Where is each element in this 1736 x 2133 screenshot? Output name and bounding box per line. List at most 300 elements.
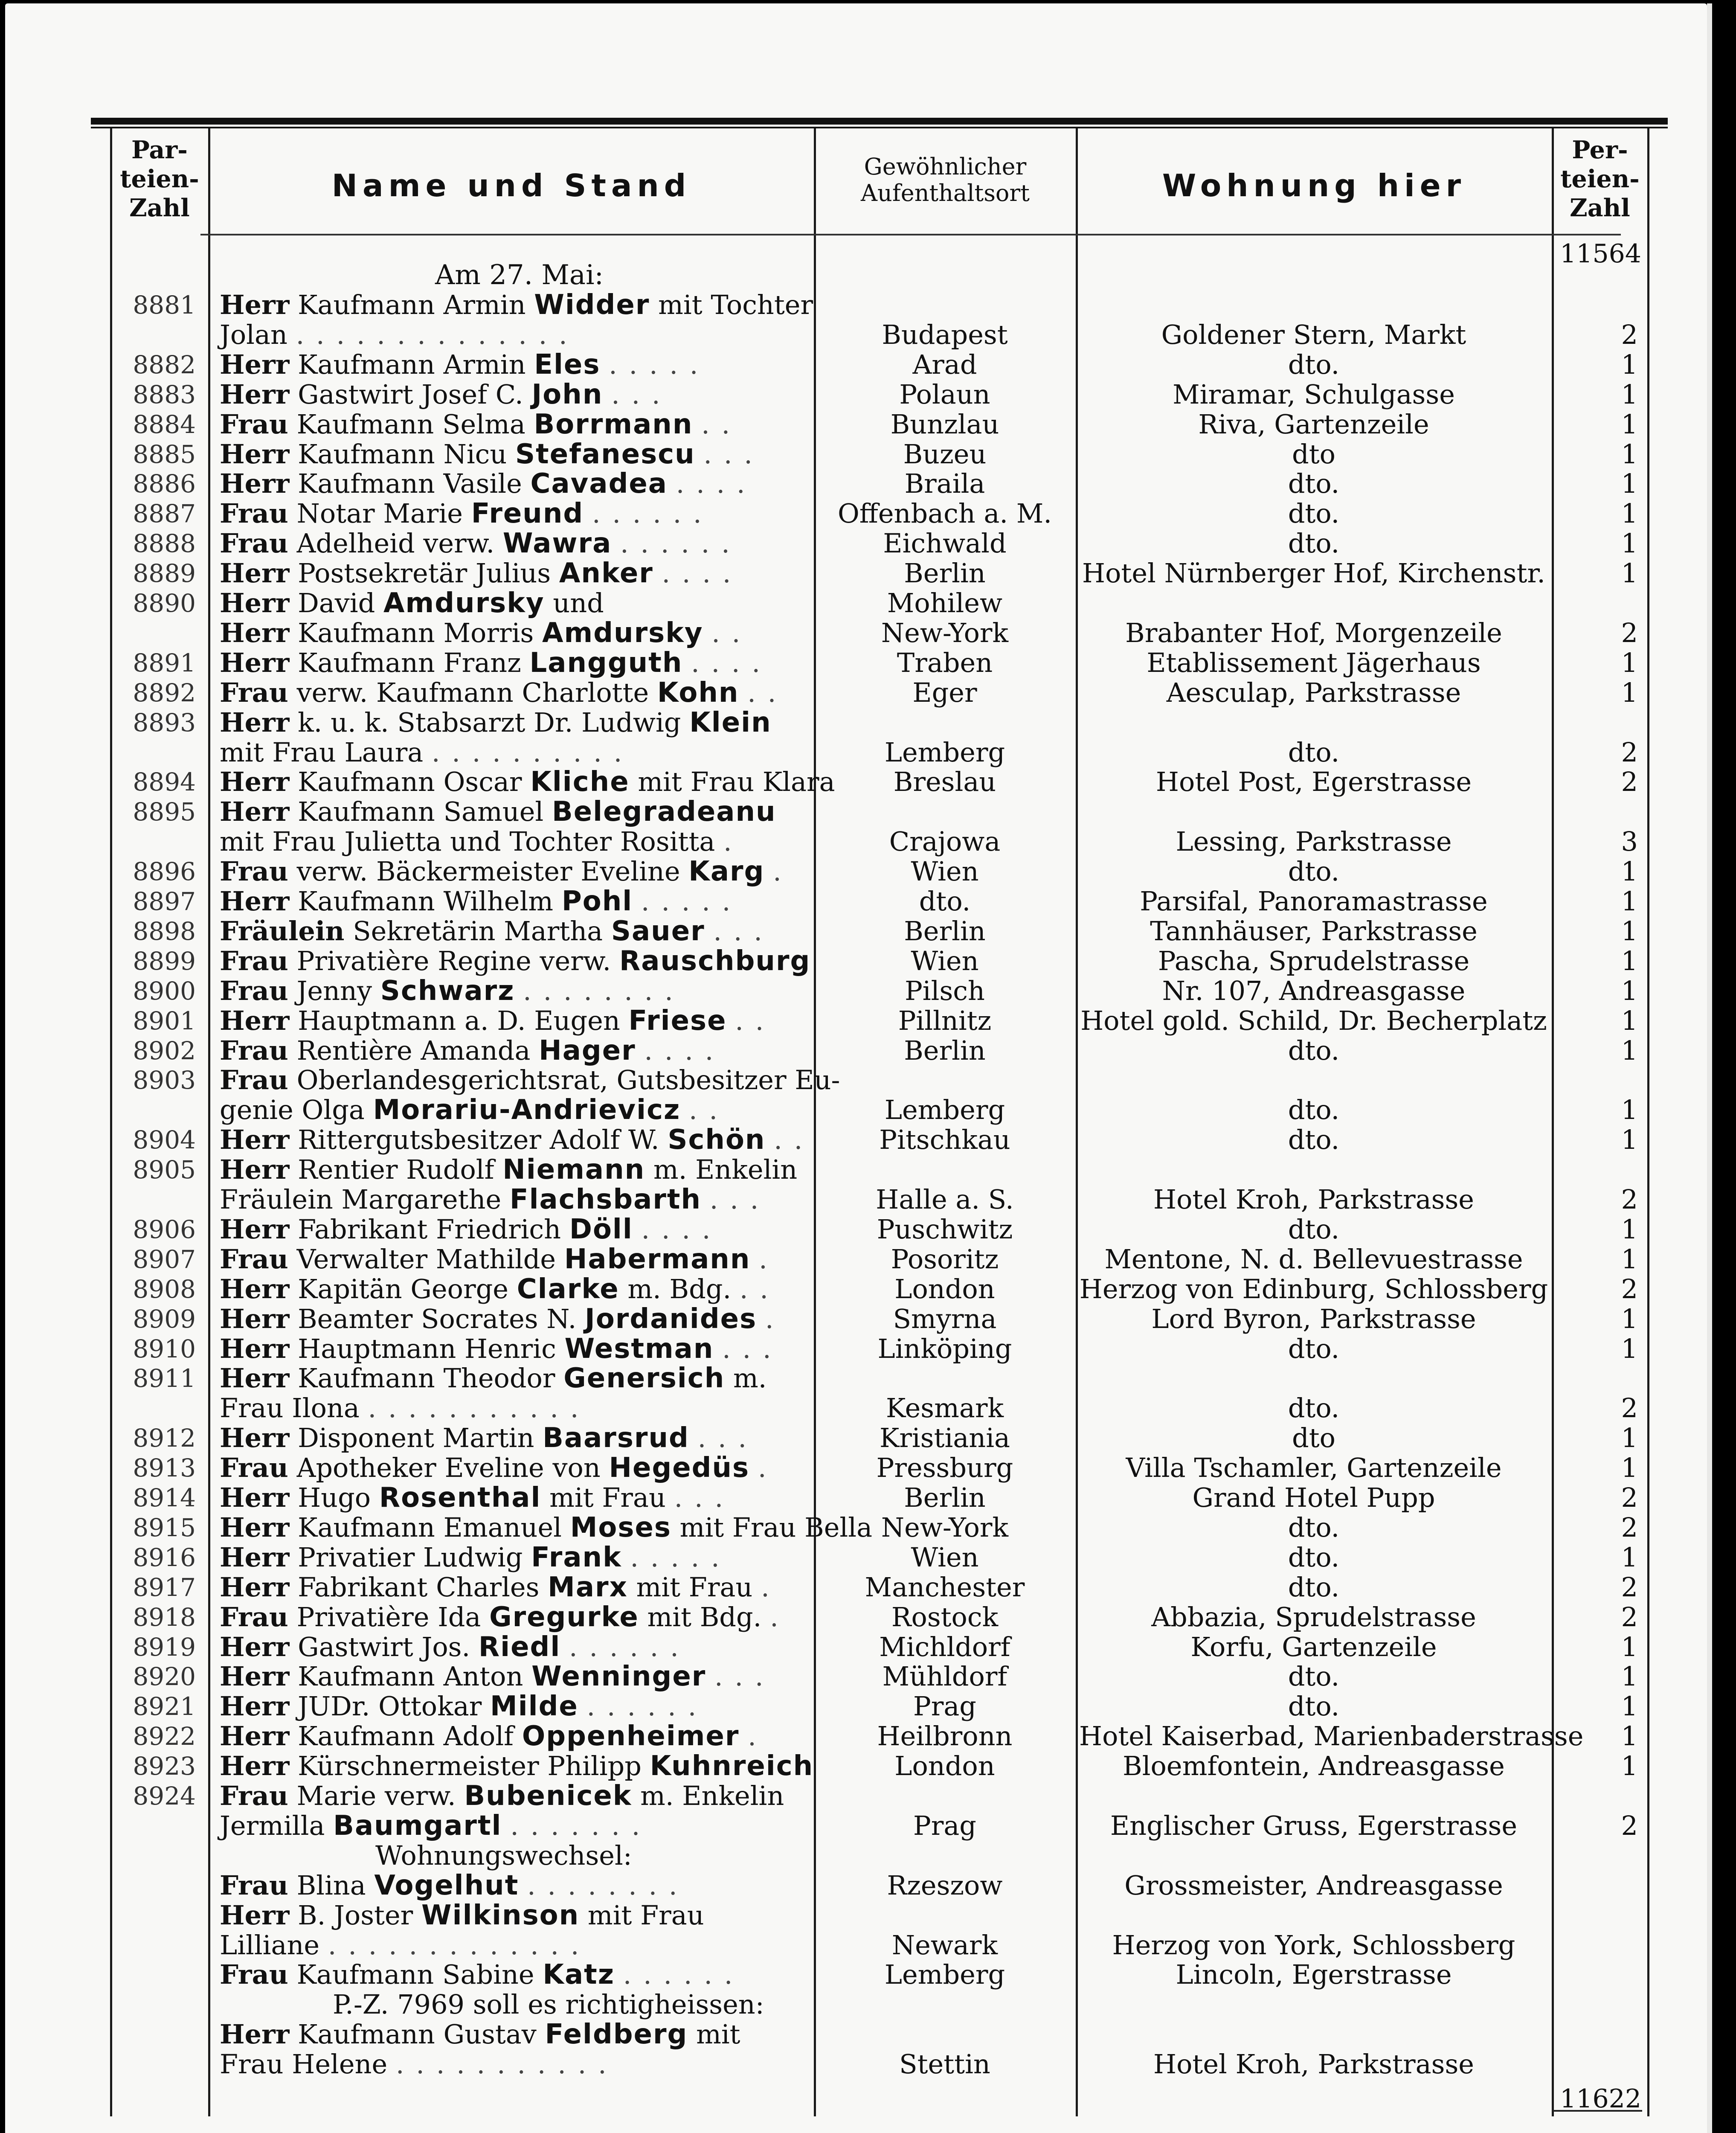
entry-residence <box>1079 290 1548 320</box>
entry-origin <box>815 1781 1075 1811</box>
entry-title: Herr <box>220 587 290 619</box>
entry-count: 1 <box>1621 1303 1638 1334</box>
entry-surname: Eles <box>534 349 601 381</box>
entry-name <box>220 1274 800 1304</box>
table-row <box>0 1691 1736 1721</box>
entry-text: m. Enkelin <box>640 1780 784 1811</box>
leader-dots: . <box>765 1303 775 1334</box>
entry-residence: Abbazia, Sprudelstrasse <box>1151 1601 1476 1633</box>
entry-name <box>220 1363 800 1393</box>
entry-residence: dto <box>1292 1422 1335 1453</box>
leader-dots: . . . . . <box>630 1542 721 1573</box>
leader-dots: . . . . . . <box>623 1959 734 1990</box>
entry-residence: Lessing, Parkstrasse <box>1176 826 1452 857</box>
entry-number: 8908 <box>133 1275 196 1304</box>
entry-origin: Offenbach a. M. <box>837 498 1052 529</box>
entry-title: Herr <box>220 1273 290 1305</box>
table-row <box>0 738 1736 767</box>
entry-name <box>220 439 800 469</box>
entry-count: 2 <box>1621 1512 1638 1543</box>
leader-dots: . . . . . . . . . . . <box>395 2049 608 2080</box>
entry-origin <box>815 290 1075 320</box>
entry-text: Sekretärin Martha <box>353 915 603 947</box>
entry-text: Oberlandesgerichtsrat, Gutsbesitzer Eu- <box>296 1064 840 1096</box>
table-row <box>0 1513 1736 1543</box>
entry-name <box>220 1036 800 1066</box>
entry-count <box>1557 1930 1638 1960</box>
entry-surname: Friese <box>628 1005 727 1037</box>
entry-surname: Baumgartl <box>333 1810 502 1842</box>
change-row <box>0 1930 1736 1960</box>
entry-surname: Klein <box>689 707 772 738</box>
entry-name <box>220 678 800 708</box>
entry-text: Kaufmann Nicu <box>298 439 507 470</box>
entry-residence <box>1079 1155 1548 1185</box>
entry-count: 3 <box>1621 826 1638 857</box>
entry-origin: Stettin <box>899 2049 990 2080</box>
entry-number: 8916 <box>133 1543 196 1572</box>
entry-text: mit Frau <box>636 1572 753 1603</box>
table-row <box>0 916 1736 946</box>
correction-row <box>0 2049 1736 2079</box>
entry-name <box>220 1602 800 1632</box>
entry-surname: Schwarz <box>380 975 515 1007</box>
entry-name <box>220 797 800 827</box>
entry-residence: Mentone, N. d. Bellevuestrasse <box>1104 1244 1523 1275</box>
entry-surname: Feldberg <box>545 2019 688 2050</box>
entry-residence: Tannhäuser, Parkstrasse <box>1150 915 1478 947</box>
table-row <box>0 708 1736 738</box>
entry-number: 8898 <box>133 917 196 946</box>
leader-dots: . . <box>739 1273 770 1305</box>
entry-origin: Pilsch <box>905 975 985 1006</box>
entry-residence: dto. <box>1288 1392 1340 1424</box>
entry-residence: dto <box>1292 439 1335 470</box>
entry-text: Jolan <box>220 319 287 350</box>
entry-origin: Prag <box>913 1691 976 1722</box>
entry-number: 8900 <box>133 976 196 1005</box>
entry-residence: Englischer Gruss, Egerstrasse <box>1110 1810 1518 1841</box>
entry-residence: dto. <box>1288 1333 1340 1364</box>
entry-name <box>220 1930 800 1960</box>
entry-text: Postsekretär Julius <box>298 558 551 589</box>
entry-count: 1 <box>1621 886 1638 917</box>
entry-title: Herr <box>220 1512 290 1543</box>
entry-text: Kaufmann Samuel <box>298 796 544 827</box>
entry-count: 1 <box>1621 349 1638 380</box>
entry-name <box>220 1543 800 1572</box>
entry-title: Frau <box>220 975 288 1006</box>
table-row <box>0 1572 1736 1602</box>
entry-origin: Berlin <box>904 915 986 947</box>
entry-title: Frau <box>220 856 288 887</box>
entry-text: Rentière Amanda <box>296 1035 531 1066</box>
entry-title: Frau <box>220 409 288 440</box>
leader-dots: . . . . . . <box>592 498 703 529</box>
entry-surname: Borrmann <box>534 409 693 440</box>
table-row <box>0 350 1736 380</box>
entry-name <box>220 469 800 499</box>
table-row <box>0 827 1736 857</box>
entry-title: Herr <box>220 1333 290 1364</box>
entry-surname: Hager <box>539 1035 636 1066</box>
entry-residence: Hotel Post, Egerstrasse <box>1155 766 1472 797</box>
entry-text: verw. Kaufmann Charlotte <box>296 677 649 708</box>
entry-name <box>220 766 835 798</box>
entry-origin <box>815 2020 1075 2049</box>
entry-text: Marie verw. <box>296 1780 456 1811</box>
entry-number: 8906 <box>133 1215 196 1244</box>
entry-name <box>220 2049 800 2079</box>
entry-surname: Kuhnreich <box>650 1750 814 1782</box>
table-row <box>0 976 1736 1006</box>
entry-origin: Kristiania <box>879 1422 1010 1453</box>
entry-text: JUDr. Ottokar <box>298 1691 482 1722</box>
residence-header: Wohnung hier <box>1162 168 1466 203</box>
entry-count: 1 <box>1621 409 1638 440</box>
entry-name <box>220 1064 840 1096</box>
carry-in-total: 11564 <box>1560 239 1641 269</box>
entry-residence: Lord Byron, Parkstrasse <box>1151 1303 1476 1334</box>
entry-text: mit Bdg. <box>647 1601 762 1633</box>
entry-origin: Berlin <box>904 1482 986 1513</box>
entry-number: 8920 <box>133 1662 196 1691</box>
top-rule-thin <box>91 127 1668 128</box>
entry-surname: Cavadea <box>530 468 668 500</box>
entry-name <box>220 1124 804 1156</box>
leader-dots: . . . . . <box>641 886 732 917</box>
table-row <box>0 946 1736 976</box>
entry-origin: London <box>894 1273 995 1305</box>
entry-title: Herr <box>220 558 290 589</box>
entry-name <box>220 1006 800 1036</box>
entry-name <box>220 945 811 977</box>
entry-title: Frau <box>220 1601 288 1633</box>
entry-residence <box>1079 1901 1548 1930</box>
entry-number: 8886 <box>133 469 196 498</box>
entry-count: 1 <box>1621 975 1638 1006</box>
entry-residence <box>1079 1781 1548 1811</box>
entry-text: B. Joster <box>298 1900 413 1931</box>
entry-count: 2 <box>1621 737 1638 768</box>
entry-title: Herr <box>220 349 290 380</box>
entry-title: Frau <box>220 528 288 559</box>
entry-origin: Traben <box>897 647 993 678</box>
entry-number: 8914 <box>133 1483 196 1512</box>
leader-dots: . . . <box>714 1661 765 1692</box>
entry-count: 2 <box>1621 1184 1638 1215</box>
leader-dots: . . . <box>722 1333 773 1364</box>
entry-origin <box>815 797 1075 827</box>
entry-count: 2 <box>1621 1273 1638 1305</box>
entry-text: Fabrikant Charles <box>298 1572 540 1603</box>
leader-dots: . . <box>688 1094 720 1125</box>
table-row <box>0 618 1736 648</box>
entry-residence: Herzog von York, Schlossberg <box>1112 1930 1515 1961</box>
entry-text: mit Tochter <box>658 289 813 320</box>
entry-text: Hauptmann a. D. Eugen <box>298 1005 620 1036</box>
entry-origin: Eger <box>912 677 977 708</box>
entry-name <box>220 1811 800 1841</box>
entry-number <box>102 618 198 648</box>
entry-text: Adelheid verw. <box>296 528 495 559</box>
entry-surname: Wawra <box>502 528 612 559</box>
entry-origin: dto. <box>919 886 971 917</box>
entry-name <box>220 827 800 857</box>
date-heading: Am 27. Mai: <box>435 259 604 291</box>
entry-number: 8896 <box>133 857 196 886</box>
entry-name <box>220 289 813 321</box>
entry-count: 1 <box>1621 558 1638 589</box>
leader-dots: . <box>758 1452 768 1483</box>
entry-text: Kaufmann Armin <box>298 349 526 380</box>
leader-dots: . . . . <box>644 1035 715 1066</box>
entry-number: 8918 <box>133 1603 196 1632</box>
entry-count: 2 <box>1621 1392 1638 1424</box>
entry-number: 8902 <box>133 1036 196 1065</box>
entry-origin: Halle a. S. <box>876 1184 1014 1215</box>
leader-dots: . . . <box>703 439 754 470</box>
entry-text: mit Frau Bella <box>679 1512 873 1543</box>
entry-count: 1 <box>1621 1691 1638 1722</box>
table-row <box>0 1721 1736 1751</box>
entry-surname: John <box>531 379 603 410</box>
leader-dots: . . . . . . . . . . . <box>368 1392 581 1424</box>
entry-surname: Katz <box>543 1959 615 1991</box>
table-row <box>0 648 1736 678</box>
entry-origin: Arad <box>912 349 977 380</box>
entry-origin <box>815 1155 1075 1185</box>
entry-name <box>220 380 800 410</box>
entry-name <box>220 1185 800 1215</box>
entry-surname: Anker <box>559 558 653 589</box>
entry-name <box>220 857 800 886</box>
entry-count: 1 <box>1621 647 1638 678</box>
entry-text: Notar Marie <box>296 498 463 529</box>
entry-name <box>220 738 800 767</box>
leader-dots: . . . <box>674 1482 725 1513</box>
entry-residence: dto. <box>1288 856 1340 887</box>
entry-number: 8889 <box>133 559 196 588</box>
entry-text: m. Enkelin <box>653 1154 798 1185</box>
entry-origin: Linköping <box>877 1333 1012 1364</box>
entry-number: 8897 <box>133 887 196 916</box>
entry-surname: Frank <box>531 1542 622 1573</box>
entry-text: mit Frau <box>549 1482 666 1513</box>
entry-title: Herr <box>220 1661 290 1692</box>
entry-text: Kaufmann Gustav <box>298 2019 537 2050</box>
entry-number: 8883 <box>133 380 196 409</box>
entry-text: m. <box>733 1363 767 1394</box>
entry-number: 8888 <box>133 529 196 558</box>
entry-title: Herr <box>220 468 290 499</box>
entry-residence <box>1079 2020 1548 2049</box>
entry-title: Herr <box>220 439 290 470</box>
table-row <box>0 797 1736 827</box>
entry-number: 8903 <box>133 1066 196 1095</box>
entry-surname: Rosenthal <box>379 1482 541 1514</box>
entry-title: Frau <box>220 1452 288 1483</box>
entry-name <box>220 2020 800 2049</box>
entry-residence: Nr. 107, Andreasgasse <box>1162 975 1466 1006</box>
entry-name <box>220 1721 800 1751</box>
entry-origin: Prag <box>913 1810 976 1841</box>
leader-dots: . . . . . . <box>586 1691 698 1722</box>
entry-number: 8910 <box>133 1334 196 1363</box>
top-rule <box>91 118 1668 125</box>
entry-name <box>220 1304 800 1334</box>
table-row <box>0 678 1736 708</box>
entry-count: 1 <box>1621 677 1638 708</box>
entry-origin: Polaun <box>899 379 990 410</box>
entry-origin: Lemberg <box>884 737 1005 768</box>
entry-residence: Korfu, Gartenzeile <box>1190 1631 1437 1662</box>
entry-text: Kaufmann Wilhelm <box>298 886 554 917</box>
entry-origin: Buzeu <box>903 439 987 470</box>
entry-name <box>220 1244 800 1274</box>
entry-origin: Mohilew <box>887 587 1003 619</box>
entry-origin: Lemberg <box>884 1094 1005 1125</box>
entry-residence: Pascha, Sprudelstrasse <box>1158 945 1470 976</box>
entry-surname: Widder <box>534 289 650 321</box>
entry-title: Herr <box>220 647 290 678</box>
leader-dots: . . . <box>697 1422 749 1453</box>
entry-count: 1 <box>1621 439 1638 470</box>
table-row <box>0 588 1736 618</box>
entry-count: 1 <box>1621 1661 1638 1692</box>
entry-number: 8911 <box>133 1364 196 1393</box>
entry-title: Herr <box>220 1303 290 1334</box>
entry-residence <box>1079 1065 1548 1095</box>
leader-dots: . <box>723 826 734 857</box>
entry-count: 1 <box>1621 915 1638 947</box>
entry-name <box>220 1334 800 1364</box>
entry-text: mit Frau Laura <box>220 737 424 768</box>
table-row <box>0 1543 1736 1572</box>
leader-dots: . . <box>711 617 742 648</box>
entry-title: Frau <box>220 1244 288 1275</box>
change-row <box>0 1901 1736 1930</box>
entry-surname: Baarsrud <box>543 1422 689 1454</box>
entry-residence: Lincoln, Egerstrasse <box>1176 1959 1452 1990</box>
entry-number <box>102 1393 198 1423</box>
entry-surname: Langguth <box>529 647 683 679</box>
entry-number <box>102 738 198 767</box>
table-row <box>0 1065 1736 1095</box>
entry-text: Gastwirt Jos. <box>298 1631 470 1662</box>
entry-count <box>1557 1065 1638 1095</box>
entry-residence: Parsifal, Panoramastrasse <box>1140 886 1488 917</box>
entry-name <box>220 916 800 946</box>
leader-dots: . . <box>701 409 732 440</box>
leader-dots: . . . . . . . . . . <box>431 737 624 768</box>
entry-origin <box>815 1901 1075 1930</box>
entry-origin: Rzeszow <box>887 1870 1003 1901</box>
entry-number: 8881 <box>133 291 196 320</box>
entry-origin: Budapest <box>882 319 1008 350</box>
entry-name <box>220 529 800 558</box>
entry-number: 8894 <box>133 767 196 796</box>
entry-origin <box>815 708 1075 738</box>
entry-number: 8887 <box>133 499 196 528</box>
entry-title: Herr <box>220 707 290 738</box>
leader-dots: . <box>770 1601 780 1633</box>
entry-title: Frau <box>220 1035 288 1066</box>
entry-surname: Stefanescu <box>515 439 695 470</box>
leader-dots: . . . . . . . . <box>523 975 675 1006</box>
entry-name <box>220 886 800 916</box>
entry-name <box>220 618 800 648</box>
entry-title: Herr <box>220 1691 290 1722</box>
entry-title: Frau <box>220 945 288 976</box>
entry-count <box>1557 588 1638 618</box>
entry-text: Gastwirt Josef C. <box>298 379 523 410</box>
correction-row <box>0 2020 1736 2049</box>
entry-name <box>220 1632 800 1662</box>
entry-text: Kaufmann Selma <box>296 409 525 440</box>
entry-number <box>102 827 198 857</box>
entry-origin <box>815 1065 1075 1095</box>
table-row <box>0 529 1736 558</box>
table-row <box>0 857 1736 886</box>
entry-count: 1 <box>1621 1124 1638 1155</box>
entry-text: Apotheker Eveline von <box>296 1452 601 1483</box>
entry-residence: dto. <box>1288 1512 1340 1543</box>
entry-count <box>1557 1960 1638 1990</box>
entry-number: 8923 <box>133 1752 196 1781</box>
entry-origin: Wien <box>911 945 979 976</box>
entry-surname: Jordanides <box>585 1303 757 1335</box>
leader-dots: . <box>761 1572 771 1603</box>
table-row <box>0 1334 1736 1364</box>
entry-name <box>220 1901 800 1930</box>
entry-residence <box>1079 708 1548 738</box>
leader-dots: . . . . . . . . <box>527 1870 679 1901</box>
entry-residence: dto. <box>1288 528 1340 559</box>
change-row <box>0 1960 1736 1990</box>
table-row <box>0 767 1736 797</box>
entry-count: 1 <box>1621 1244 1638 1275</box>
entry-count: 1 <box>1621 1750 1638 1781</box>
entry-title: Herr <box>220 1900 290 1931</box>
table-row <box>0 1632 1736 1662</box>
entry-count <box>1557 1155 1638 1185</box>
entry-text: Kaufmann Adolf <box>298 1720 514 1752</box>
entry-count: 2 <box>1621 1482 1638 1513</box>
entry-residence: dto. <box>1288 468 1340 499</box>
name-header: Name und Stand <box>331 168 691 203</box>
entry-text: Kaufmann Theodor <box>298 1363 555 1394</box>
entry-origin: Berlin <box>904 1035 986 1066</box>
entry-name <box>220 1393 800 1423</box>
entry-residence: dto. <box>1288 1094 1340 1125</box>
entry-count: 2 <box>1621 319 1638 350</box>
entry-title: Frau <box>220 677 288 708</box>
leader-dots: . . . . <box>662 558 733 589</box>
entry-text: Frau Helene <box>220 2049 388 2080</box>
entry-name <box>220 499 800 529</box>
entry-number: 8915 <box>133 1513 196 1542</box>
entry-surname: Karg <box>688 856 765 887</box>
entry-name <box>220 1781 800 1811</box>
entry-number: 8917 <box>133 1573 196 1602</box>
table-row <box>0 1363 1736 1393</box>
entry-surname: Sauer <box>611 915 705 947</box>
change-heading-row <box>0 1841 1736 1871</box>
entry-residence: dto. <box>1288 1542 1340 1573</box>
entry-residence: dto. <box>1288 1661 1340 1692</box>
leader-dots: . . . . . <box>609 349 700 380</box>
